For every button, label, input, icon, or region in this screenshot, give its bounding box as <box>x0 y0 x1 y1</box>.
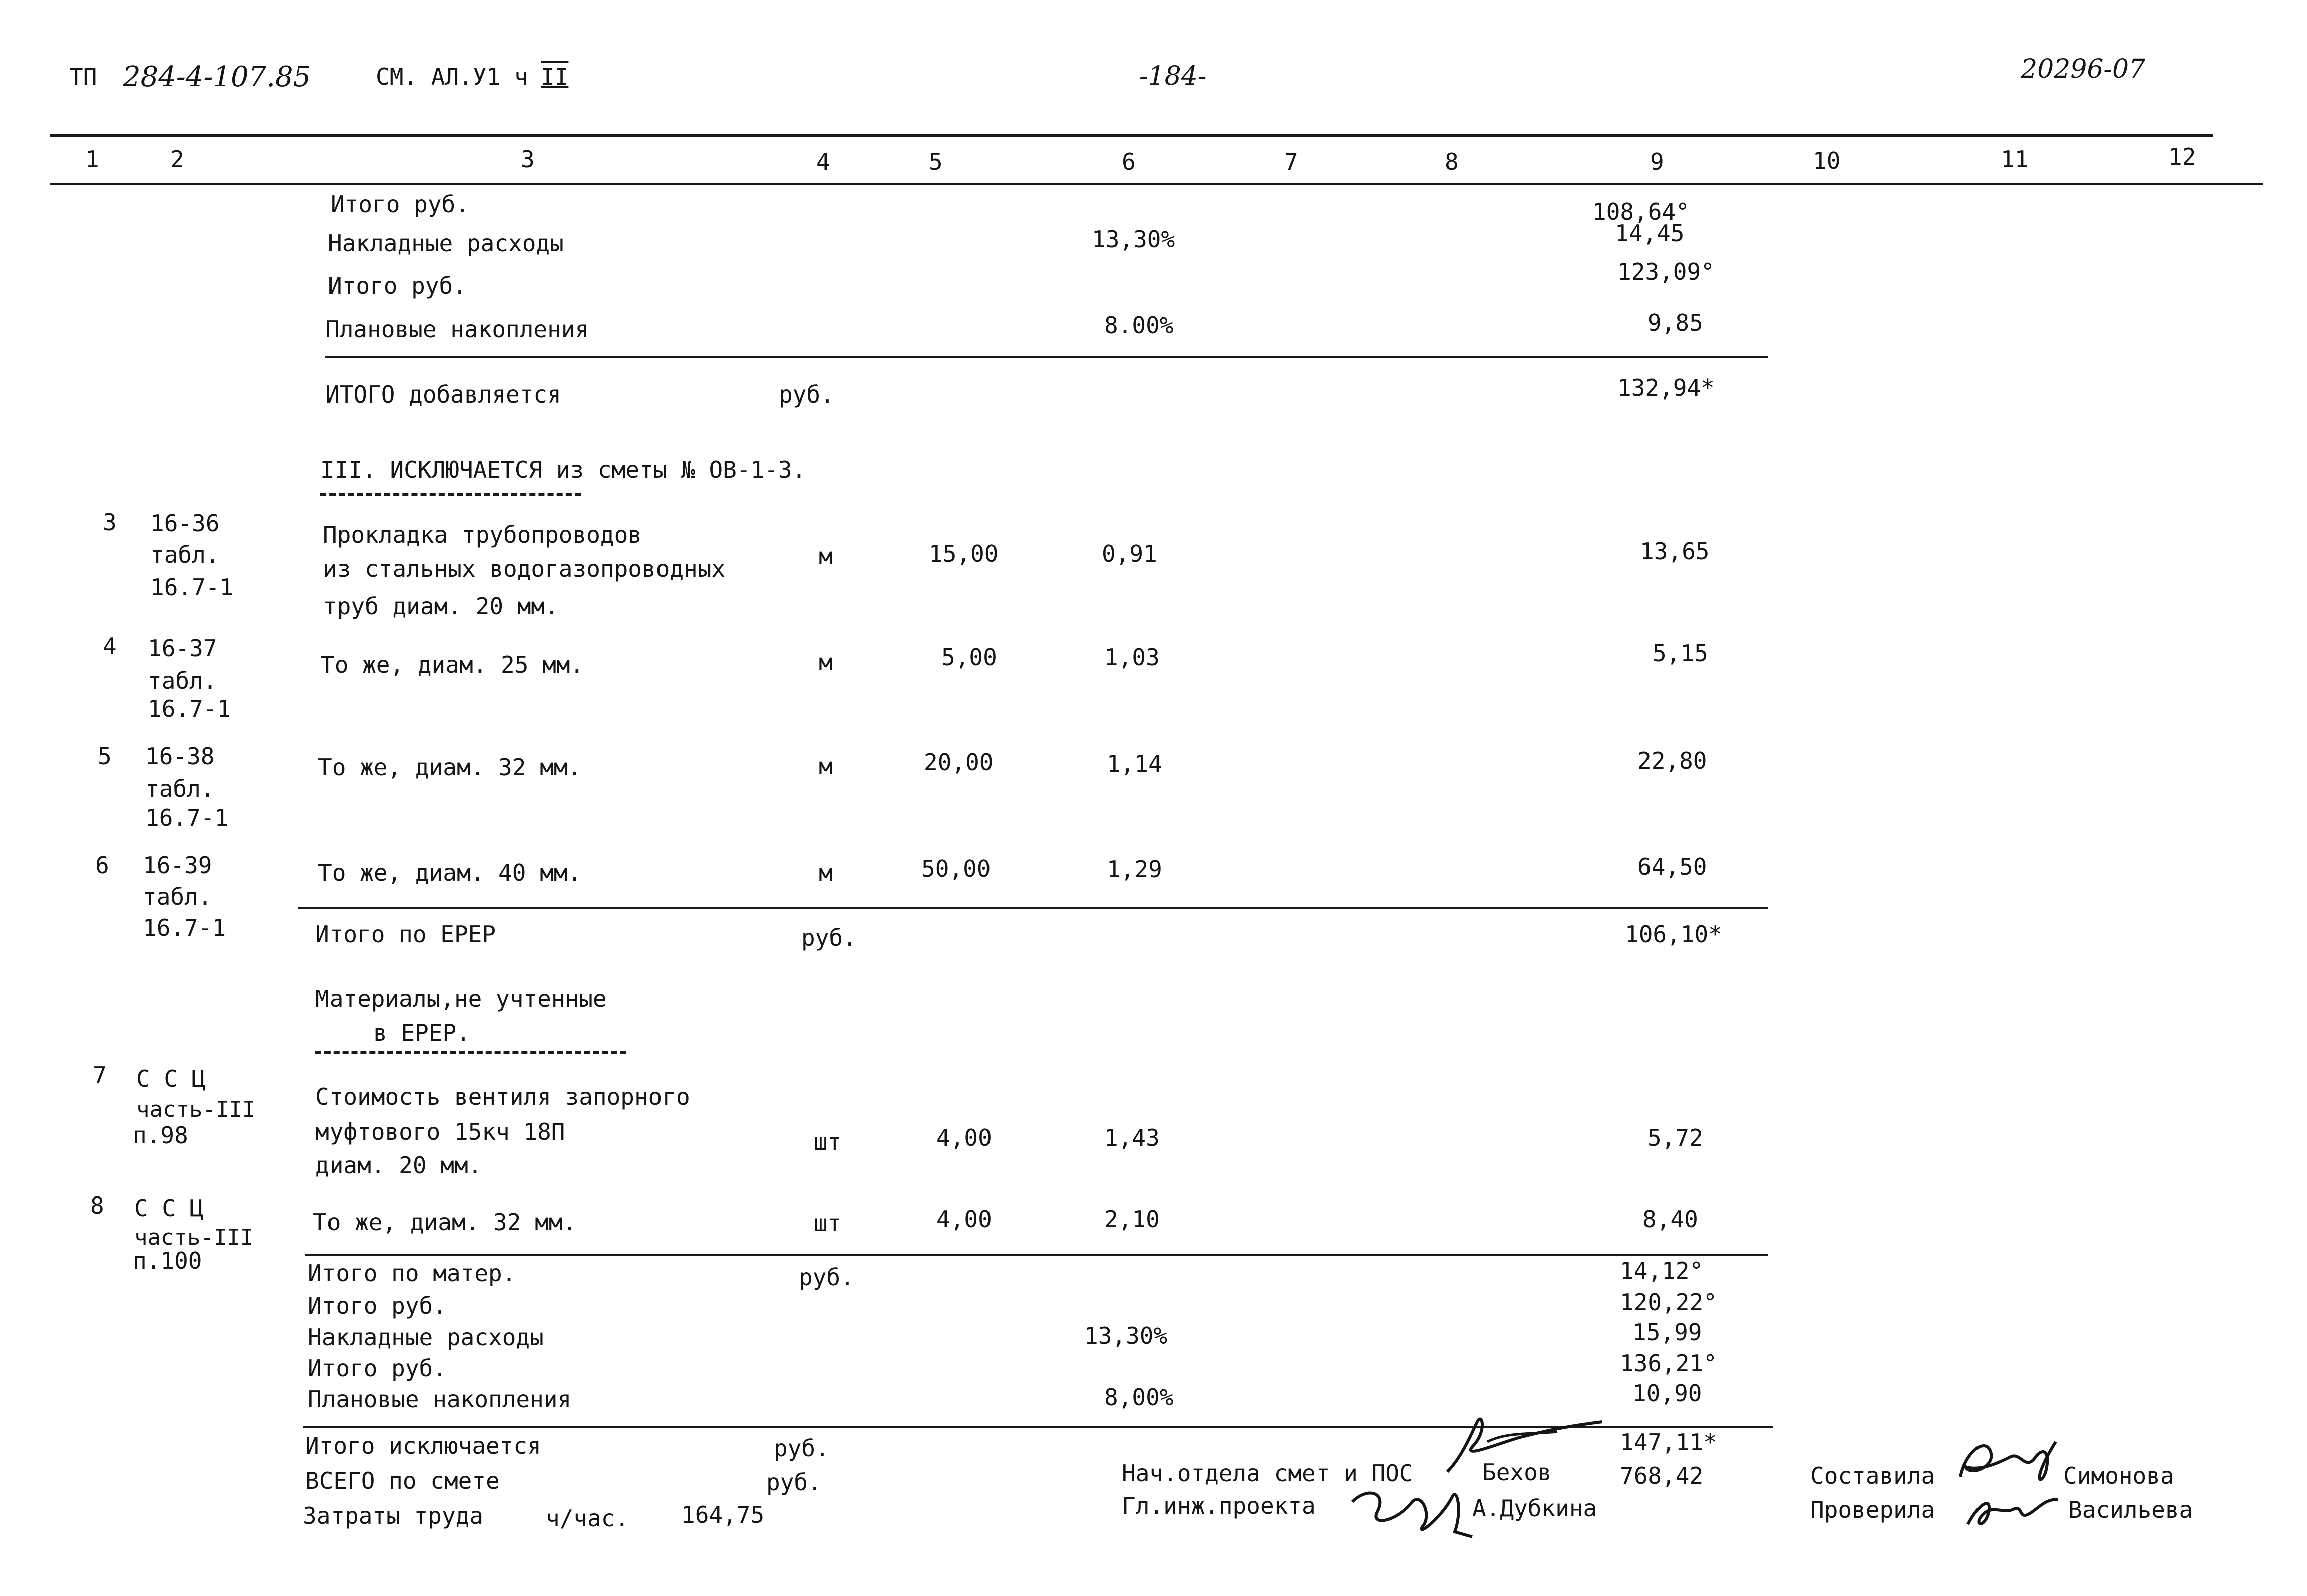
quantity: 5,00 <box>941 644 997 671</box>
planned-savings-percent: 8,00% <box>1104 1384 1174 1411</box>
unit-price: 1,03 <box>1104 644 1160 671</box>
total-rule <box>325 356 1768 358</box>
quantity: 15,00 <box>929 540 999 567</box>
unit-price: 1,14 <box>1107 750 1162 777</box>
column-header: 5 <box>929 148 943 175</box>
quantity: 4,00 <box>936 1124 992 1151</box>
norm-code: табл. <box>143 883 212 910</box>
grand-total-unit: руб. <box>766 1469 822 1496</box>
planned-savings-sum: 9,85 <box>1647 309 1703 336</box>
overhead-sum: 14,45 <box>1615 220 1685 247</box>
unit: шт <box>814 1128 842 1155</box>
norm-code: 16-36 <box>150 510 220 537</box>
labor-cost-value: 164,75 <box>681 1501 765 1528</box>
header-top-rule <box>50 134 2213 137</box>
column-header: 11 <box>2001 146 2029 173</box>
section-title-underline <box>320 493 581 496</box>
unit: шт <box>814 1210 842 1237</box>
unit: м <box>819 859 833 886</box>
handwritten-signature-compiled <box>1950 1432 2066 1492</box>
planned-savings-sum: 10,90 <box>1632 1380 1702 1407</box>
unit-price: 0,91 <box>1102 540 1157 567</box>
subtotal-sum: 108,64° <box>1592 198 1690 225</box>
album-ref: СМ. АЛ.У1 ч <box>376 63 528 90</box>
excluded-total-label: Итого исключается <box>305 1432 541 1459</box>
row-number: 3 <box>103 509 117 536</box>
quantity: 50,00 <box>921 855 991 882</box>
overhead-percent: 13,30% <box>1092 226 1175 253</box>
norm-code: 16.7-1 <box>150 574 234 601</box>
materials-title-underline <box>315 1051 626 1054</box>
row-total: 8,40 <box>1642 1206 1698 1233</box>
item-name: муфтового 15кч 18П <box>315 1118 565 1145</box>
materials-total-unit: руб. <box>799 1264 854 1291</box>
labor-cost-label: Затраты труда <box>303 1502 484 1529</box>
norm-code: часть-III <box>136 1097 256 1122</box>
grand-total-label: ВСЕГО по смете <box>305 1467 500 1494</box>
section-title: III. ИСКЛЮЧАЕТСЯ из сметы № ОВ-1-3. <box>320 456 806 483</box>
unit-price: 1,29 <box>1107 856 1162 883</box>
quantity: 4,00 <box>936 1206 992 1233</box>
grand-total-sum: 768,42 <box>1620 1462 1704 1489</box>
item-name: Стоимость вентиля запорного <box>315 1083 690 1110</box>
unit: м <box>819 543 833 570</box>
norm-code: табл. <box>148 667 217 694</box>
row-number: 5 <box>98 743 112 770</box>
row-number: 6 <box>95 852 109 879</box>
norm-code: п.98 <box>133 1122 188 1149</box>
column-header: 10 <box>1813 147 1841 174</box>
overhead-sum: 15,99 <box>1632 1319 1702 1346</box>
signatory-name: Симонова <box>2063 1462 2174 1489</box>
column-header: 7 <box>1284 148 1298 175</box>
tp-number: 284-4-107.85 <box>123 61 311 93</box>
signatory-title: Проверила <box>1810 1496 1935 1523</box>
item-name: диам. 20 мм. <box>315 1152 482 1179</box>
signatory-title: Гл.инж.проекта <box>1122 1492 1316 1519</box>
item-name: То же, диам. 40 мм. <box>318 859 582 886</box>
column-header: 1 <box>85 146 99 173</box>
overhead-label: Накладные расходы <box>308 1324 544 1351</box>
signatory-name: Бехов <box>1482 1459 1552 1486</box>
planned-savings-percent: 8.00% <box>1104 312 1174 339</box>
norm-code: 16.7-1 <box>148 695 231 722</box>
norm-code: табл. <box>145 775 215 803</box>
item-name: из стальных водогазопроводных <box>323 555 726 582</box>
column-header: 9 <box>1650 148 1664 175</box>
header-bottom-rule <box>50 183 2263 185</box>
signatory-name: Васильева <box>2068 1496 2193 1523</box>
norm-code: 16-37 <box>148 635 217 662</box>
materials-title: Материалы,не учтенные <box>315 985 607 1012</box>
item-name: То же, диам. 25 мм. <box>320 651 584 678</box>
materials-total-sum: 14,12° <box>1620 1257 1704 1284</box>
unit-price: 1,43 <box>1104 1124 1160 1151</box>
handwritten-signature-chief <box>1347 1482 1477 1542</box>
materials-title: в ЕРЕР. <box>373 1019 470 1046</box>
excluded-total-unit: руб. <box>774 1435 829 1462</box>
unit: м <box>819 753 833 780</box>
column-header: 3 <box>521 146 535 173</box>
item-name: То же, диам. 32 мм. <box>318 754 582 781</box>
row-total: 64,50 <box>1637 853 1707 880</box>
item-name: труб диам. 20 мм. <box>323 593 559 620</box>
page-number: -184- <box>1139 61 1207 91</box>
subtotal-sum: 136,21° <box>1620 1350 1717 1377</box>
signatory-title: Составила <box>1810 1462 1935 1489</box>
unit-price: 2,10 <box>1104 1206 1160 1233</box>
subtotal-label: Итого руб. <box>308 1292 447 1319</box>
erer-total-label: Итого по ЕРЕР <box>315 921 496 948</box>
item-name: Прокладка трубопроводов <box>323 521 642 548</box>
column-header: 4 <box>816 148 830 175</box>
norm-code: 16.7-1 <box>143 914 226 941</box>
quantity: 20,00 <box>924 749 994 776</box>
row-total: 5,15 <box>1653 640 1708 667</box>
norm-code: табл. <box>150 541 220 568</box>
overhead-percent: 13,30% <box>1084 1322 1168 1349</box>
added-total-label: ИТОГО добавляется <box>325 381 561 408</box>
signatory-name: А.Дубкина <box>1472 1495 1597 1522</box>
handwritten-signature-checked <box>1958 1484 2068 1539</box>
materials-total-label: Итого по матер. <box>308 1260 516 1287</box>
norm-code: 16.7-1 <box>145 804 229 831</box>
tp-prefix: ТП <box>69 63 97 90</box>
subtotal-label: Итого руб. <box>328 272 467 299</box>
subtotal-label: Итого руб. <box>308 1355 447 1382</box>
column-header: 6 <box>1122 148 1136 175</box>
norm-code: п.100 <box>133 1247 202 1274</box>
column-header: 8 <box>1445 148 1459 175</box>
norm-code: часть-III <box>134 1225 254 1250</box>
unit: м <box>819 649 833 676</box>
norm-code: 16-38 <box>145 743 215 770</box>
album-part: II <box>541 63 569 90</box>
column-header: 2 <box>170 146 184 173</box>
excluded-total-sum: 147,11* <box>1620 1429 1717 1456</box>
erer-total-unit: руб. <box>801 924 857 951</box>
row-number: 8 <box>90 1192 104 1219</box>
signatory-title: Нач.отдела смет и ПОС <box>1122 1460 1413 1487</box>
total-rule <box>298 907 1768 909</box>
row-total: 5,72 <box>1647 1124 1703 1151</box>
subtotal-sum: 120,22° <box>1620 1289 1717 1316</box>
document-number: 20296-07 <box>2021 54 2146 84</box>
overhead-label: Накладные расходы <box>328 230 564 257</box>
added-total-unit: руб. <box>779 381 834 408</box>
subtotal-label: Итого руб. <box>331 191 469 218</box>
item-name: То же, диам. 32 мм. <box>313 1209 577 1236</box>
subtotal-sum: 123,09° <box>1617 258 1715 285</box>
column-header: 12 <box>2168 143 2196 170</box>
row-total: 13,65 <box>1640 538 1710 565</box>
row-number: 4 <box>103 633 117 660</box>
handwritten-signature-head <box>1442 1412 1607 1486</box>
labor-cost-unit: ч/час. <box>546 1505 629 1532</box>
row-total: 22,80 <box>1637 747 1707 774</box>
added-total-sum: 132,94* <box>1617 374 1715 402</box>
erer-total-sum: 106,10* <box>1625 921 1722 948</box>
row-number: 7 <box>93 1062 107 1089</box>
norm-code: 16-39 <box>143 852 212 879</box>
norm-code: С С Ц <box>136 1065 206 1092</box>
norm-code: С С Ц <box>134 1194 204 1222</box>
planned-savings-label: Плановые накопления <box>325 316 589 343</box>
total-rule <box>305 1254 1768 1256</box>
planned-savings-label: Плановые накопления <box>308 1386 572 1413</box>
